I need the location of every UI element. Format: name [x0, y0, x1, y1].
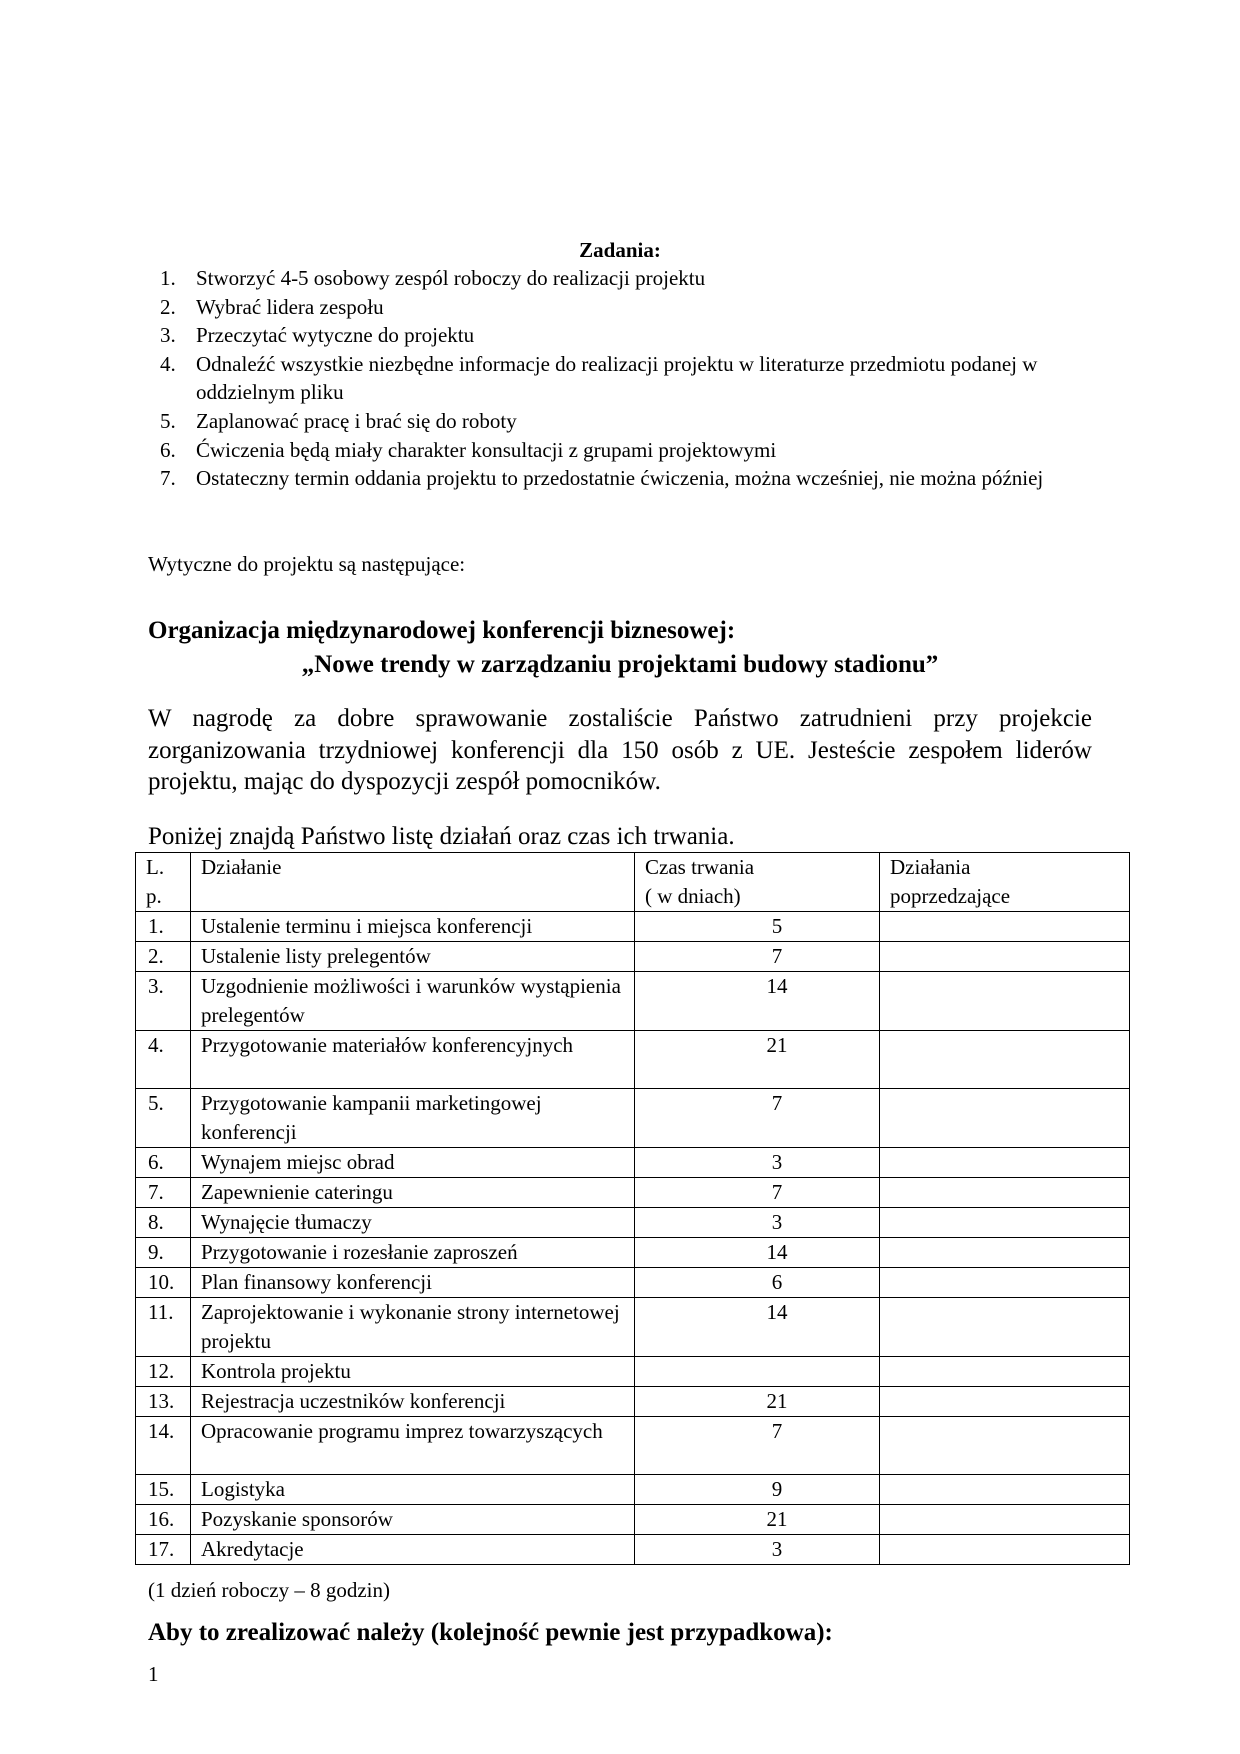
row-number: 4. — [136, 1031, 191, 1089]
task-list — [148, 264, 1108, 493]
row-duration: 21 — [635, 1387, 880, 1417]
working-day-note: (1 dzień roboczy – 8 godzin) — [148, 1578, 391, 1602]
row-duration: 7 — [635, 1417, 880, 1475]
row-activity: Kontrola projektu — [191, 1357, 635, 1387]
row-predecessors — [880, 1089, 1130, 1148]
task-text: Odnaleźć wszystkie niezbędne informacje do realizacji projektu w literaturze przedmiotu podanej w oddzielnym pliku — [196, 351, 1038, 405]
row-predecessors — [880, 1357, 1130, 1387]
conference-subtitle: „Nowe trendy w zarządzaniu projektami budowy stadionu” — [301, 651, 939, 678]
header-number: L. p. — [136, 853, 191, 912]
row-duration: 7 — [635, 942, 880, 972]
table-row — [136, 1268, 1130, 1298]
row-predecessors — [880, 1298, 1130, 1357]
row-activity: Ustalenie listy prelegentów — [191, 942, 635, 972]
row-predecessors — [880, 1208, 1130, 1238]
row-duration: 3 — [635, 1148, 880, 1178]
table-row — [136, 1535, 1130, 1565]
row-activity: Ustalenie terminu i miejsca konferencji — [191, 912, 635, 942]
row-predecessors — [880, 1417, 1130, 1475]
tasks-title: Zadania: — [579, 238, 661, 262]
task-item — [148, 293, 1108, 322]
task-item — [148, 264, 1108, 293]
row-activity: Wynajęcie tłumaczy — [191, 1208, 635, 1238]
row-activity: Uzgodnienie możliwości i warunków wystąpienia prelegentów — [191, 972, 635, 1031]
table-row — [136, 1387, 1130, 1417]
task-item — [148, 436, 1108, 465]
row-number: 1. — [136, 912, 191, 942]
row-activity: Plan finansowy konferencji — [191, 1268, 635, 1298]
task-item — [148, 407, 1108, 436]
row-duration: 9 — [635, 1475, 880, 1505]
task-number: 7. — [160, 466, 176, 491]
row-number: 7. — [136, 1178, 191, 1208]
row-duration: 21 — [635, 1031, 880, 1089]
table-row — [136, 1505, 1130, 1535]
row-number: 11. — [136, 1298, 191, 1357]
row-number: 8. — [136, 1208, 191, 1238]
row-number: 15. — [136, 1475, 191, 1505]
row-duration: 21 — [635, 1505, 880, 1535]
table-row — [136, 1357, 1130, 1387]
table-header-row — [136, 853, 1130, 912]
row-activity: Opracowanie programu imprez towarzyszących — [191, 1417, 635, 1475]
row-duration: 5 — [635, 912, 880, 942]
row-predecessors — [880, 1178, 1130, 1208]
row-number: 2. — [136, 942, 191, 972]
header-duration: Czas trwania ( w dniach) — [635, 853, 880, 912]
row-number: 9. — [136, 1238, 191, 1268]
row-duration: 14 — [635, 972, 880, 1031]
row-predecessors — [880, 1387, 1130, 1417]
row-duration: 3 — [635, 1535, 880, 1565]
row-number: 3. — [136, 972, 191, 1031]
row-activity: Zapewnienie cateringu — [191, 1178, 635, 1208]
row-number: 14. — [136, 1417, 191, 1475]
task-number: 1. — [160, 266, 176, 290]
row-duration — [635, 1357, 880, 1387]
row-number: 10. — [136, 1268, 191, 1298]
row-predecessors — [880, 912, 1130, 942]
row-predecessors — [880, 1475, 1130, 1505]
table-row — [136, 1298, 1130, 1357]
table-row — [136, 1031, 1130, 1089]
table-row — [136, 1208, 1130, 1238]
task-number: 3. — [160, 323, 176, 348]
activities-intro: Poniżej znajdą Państwo listę działań oraz czas ich trwania. — [148, 823, 735, 850]
row-number: 16. — [136, 1505, 191, 1535]
table-row — [136, 1417, 1130, 1475]
row-activity: Przygotowanie kampanii marketingowej konferencji — [191, 1089, 635, 1148]
table-row — [136, 1238, 1130, 1268]
task-number: 5. — [160, 408, 176, 433]
conference-title: Organizacja międzynarodowej konferencji biznesowej: — [148, 617, 736, 644]
final-heading: Aby to zrealizować należy (kolejność pewnie jest przypadkowa): — [148, 1619, 833, 1646]
row-activity: Rejestracja uczestników konferencji — [191, 1387, 635, 1417]
row-duration: 3 — [635, 1208, 880, 1238]
row-number: 5. — [136, 1089, 191, 1148]
task-text: Przeczytać wytyczne do projektu — [196, 323, 475, 348]
row-duration: 7 — [635, 1089, 880, 1148]
table-row — [136, 1178, 1130, 1208]
task-text: Zaplanować pracę i brać się do roboty — [196, 408, 517, 433]
row-activity: Przygotowanie materiałów konferencyjnych — [191, 1031, 635, 1089]
table-row — [136, 972, 1130, 1031]
row-number: 13. — [136, 1387, 191, 1417]
table-row — [136, 1089, 1130, 1148]
row-predecessors — [880, 1535, 1130, 1565]
row-duration: 14 — [635, 1238, 880, 1268]
guidelines-intro: Wytyczne do projektu są następujące: — [148, 552, 466, 576]
task-text: Ćwiczenia będą miały charakter konsultacji z grupami projektowymi — [196, 437, 777, 462]
row-predecessors — [880, 1148, 1130, 1178]
row-predecessors — [880, 972, 1130, 1031]
row-activity: Zaprojektowanie i wykonanie strony internetowej projektu — [191, 1298, 635, 1357]
row-duration: 6 — [635, 1268, 880, 1298]
task-text: Stworzyć 4-5 osobowy zespól roboczy do realizacji projektu — [196, 266, 706, 290]
table-row — [136, 1475, 1130, 1505]
table-row — [136, 912, 1130, 942]
row-number: 17. — [136, 1535, 191, 1565]
row-activity: Pozyskanie sponsorów — [191, 1505, 635, 1535]
row-duration: 14 — [635, 1298, 880, 1357]
row-predecessors — [880, 942, 1130, 972]
activities-table — [135, 852, 1130, 1565]
row-activity: Akredytacje — [191, 1535, 635, 1565]
page-number: 1 — [148, 1662, 159, 1686]
row-number: 12. — [136, 1357, 191, 1387]
task-number: 6. — [160, 437, 176, 462]
row-predecessors — [880, 1505, 1130, 1535]
row-activity: Wynajem miejsc obrad — [191, 1148, 635, 1178]
intro-paragraph: W nagrodę za dobre sprawowanie zostaliście Państwo zatrudnieni przy projekcie zorganizowania trzydniowej konferencji dla 150 osób z UE. Jesteście zespołem liderów projektu, mając do dyspozycji zespół pomocników. — [148, 705, 1092, 795]
task-number: 4. — [160, 351, 176, 376]
row-activity: Logistyka — [191, 1475, 635, 1505]
task-item — [148, 321, 1108, 350]
task-number: 2. — [160, 294, 176, 319]
row-predecessors — [880, 1238, 1130, 1268]
task-item — [148, 464, 1108, 493]
task-item — [148, 350, 1108, 407]
table-row — [136, 942, 1130, 972]
header-predecessors: Działania poprzedzające — [880, 853, 1130, 912]
table-row — [136, 1148, 1130, 1178]
row-predecessors — [880, 1031, 1130, 1089]
row-predecessors — [880, 1268, 1130, 1298]
row-number: 6. — [136, 1148, 191, 1178]
task-text: Wybrać lidera zespołu — [196, 294, 384, 319]
header-activity: Działanie — [191, 853, 635, 912]
task-text: Ostateczny termin oddania projektu to przedostatnie ćwiczenia, można wcześniej, nie można później — [196, 466, 1044, 491]
row-duration: 7 — [635, 1178, 880, 1208]
row-activity: Przygotowanie i rozesłanie zaproszeń — [191, 1238, 635, 1268]
